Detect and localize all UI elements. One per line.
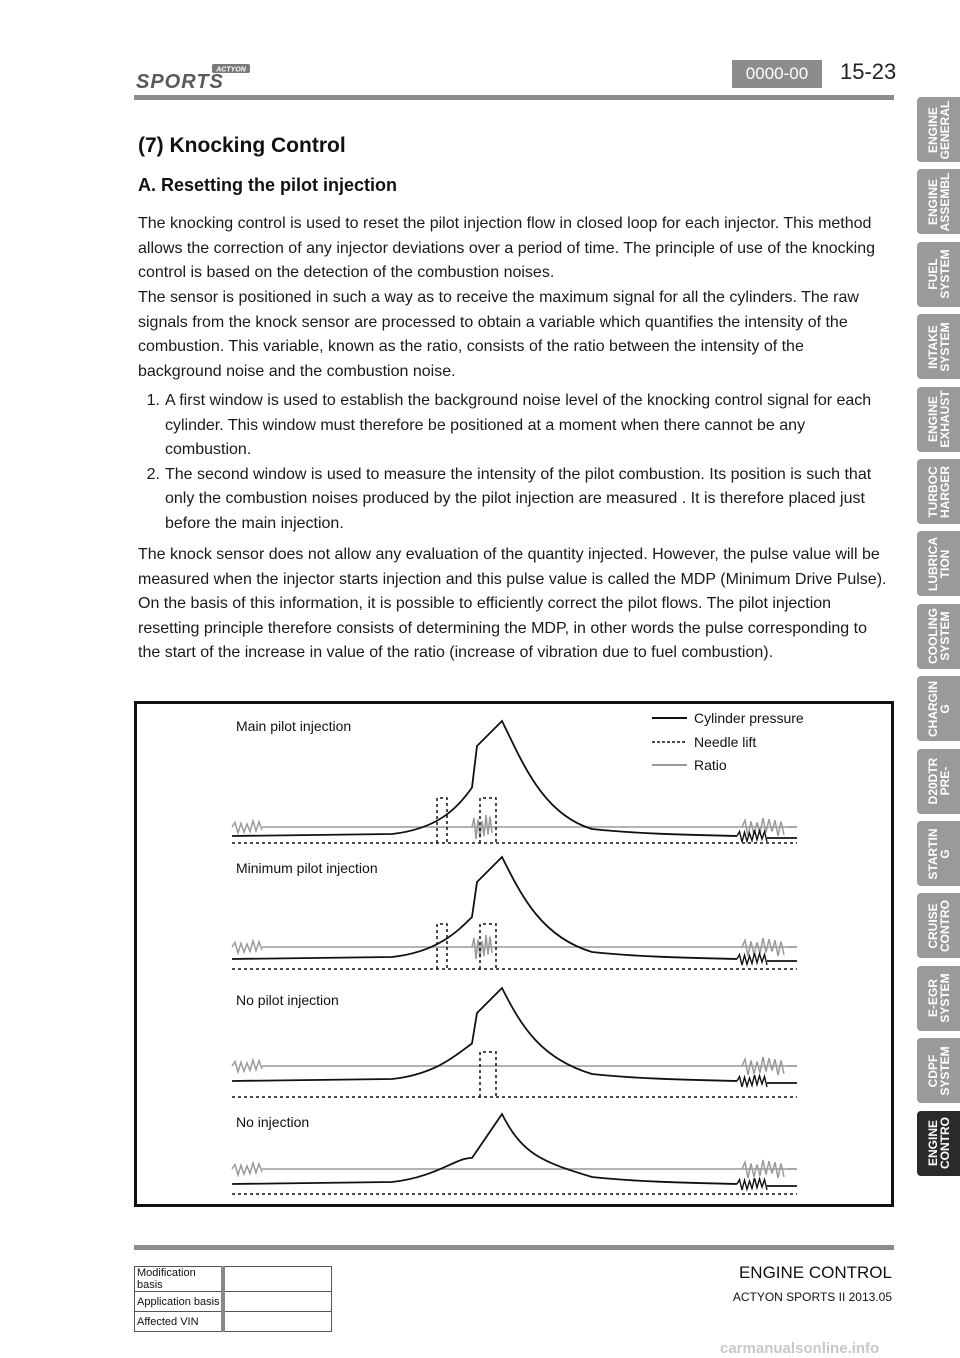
needle-main-pulse bbox=[480, 798, 496, 843]
row-value bbox=[223, 1267, 332, 1292]
list-item bbox=[138, 389, 888, 463]
ratio-noise-start bbox=[232, 1163, 262, 1175]
chapter-tab-label: TURBOC HARGER bbox=[925, 465, 952, 518]
table-row bbox=[135, 1292, 332, 1312]
row-value bbox=[223, 1312, 332, 1332]
chapter-tab-label: CRUISE CONTRO bbox=[925, 899, 952, 952]
panel-label-main-pilot: Main pilot injection bbox=[236, 718, 352, 734]
panel-label-minimum-pilot: Minimum pilot injection bbox=[236, 860, 378, 876]
chapter-tab[interactable] bbox=[917, 314, 960, 379]
actyon-sports-logo bbox=[134, 62, 252, 92]
chapter-tab[interactable] bbox=[917, 387, 960, 452]
chapter-tab[interactable] bbox=[917, 966, 960, 1031]
ratio-noise-start bbox=[232, 941, 262, 953]
chapter-tab[interactable] bbox=[917, 459, 960, 524]
chapter-tab-label: D20DTR PRE- bbox=[925, 757, 952, 805]
chapter-tab[interactable] bbox=[917, 676, 960, 741]
logo-top-text: ACTYON bbox=[216, 66, 246, 74]
ratio-noise-start bbox=[232, 1060, 262, 1072]
chapter-tab[interactable] bbox=[917, 821, 960, 886]
table-row bbox=[135, 1312, 332, 1332]
footer-chapter-title: ENGINE CONTROL bbox=[738, 1263, 892, 1282]
pressure-noise-end bbox=[737, 1178, 767, 1190]
list-text: The second window is used to measure the intensity of the pilot combustion. Its position is such that only the combustion noises produced by the pilot injection are measured . It is therefore placed just before the main injection. bbox=[165, 465, 872, 532]
ratio-pilot-burst bbox=[472, 815, 492, 839]
logo-main-text: SPORTS bbox=[136, 71, 224, 92]
footer-divider bbox=[134, 1245, 894, 1250]
chapter-tab[interactable] bbox=[917, 242, 960, 307]
subsection-title: A. Resetting the pilot injection bbox=[138, 175, 398, 195]
chapter-tab[interactable] bbox=[917, 1111, 960, 1176]
ratio-noise-start bbox=[232, 821, 262, 833]
chapter-tab[interactable] bbox=[917, 97, 960, 162]
legend-ratio-label: Ratio bbox=[694, 757, 727, 773]
row-label: Application basis bbox=[135, 1292, 224, 1312]
pressure-noise-end bbox=[737, 830, 767, 842]
chapter-tab-label: ENGINE ASSEMBL bbox=[925, 172, 952, 232]
panel-label-no-injection: No injection bbox=[236, 1114, 310, 1130]
chapter-tab[interactable] bbox=[917, 1038, 960, 1103]
row-label: Modification basis bbox=[135, 1267, 224, 1292]
ratio-pilot-burst bbox=[472, 935, 492, 959]
chapter-tab-label: E-EGR SYSTEM bbox=[925, 973, 952, 1023]
chapter-tab[interactable] bbox=[917, 169, 960, 234]
section-code-badge: 0000-00 bbox=[732, 60, 822, 88]
legend bbox=[652, 710, 804, 773]
watermark: carmanualsonline.info bbox=[720, 1340, 880, 1357]
paragraph-mdp: The knock sensor does not allow any evaluation of the quantity injected. However, the pulse value will be measured when the injector starts injection and this pulse value is called the MDP (Minimum Drive Pulse). On the basis of this information, it is possible to efficiently correct the pilot flows. The pilot injection resetting principle therefore consists of determining the MDP, in other words the pulse corresponding to the start of the increase in value of the ratio (increase of vibration due to fuel combustion). bbox=[138, 546, 887, 661]
knock-signal-figure bbox=[134, 701, 894, 1207]
chapter-tab-label: INTAKE SYSTEM bbox=[925, 322, 952, 372]
section-title: (7) Knocking Control bbox=[138, 134, 346, 157]
chapter-tab-label: LUBRICA TION bbox=[925, 536, 952, 591]
row-value bbox=[223, 1292, 332, 1312]
list-text: A first window is used to establish the background noise level of the knocking control signal for each cylinder. This window must therefore be positioned at a moment when there cannot be any combustion. bbox=[165, 392, 872, 458]
chapter-tab-label: FUEL SYSTEM bbox=[925, 249, 952, 299]
chapter-tab[interactable] bbox=[917, 893, 960, 958]
paragraph-sensor: The sensor is positioned in such a way as to receive the maximum signal for all the cylinders. The raw signals from the knock sensor are processed to obtain a variable which quantifies the intensity of the combustion. This variable, known as the ratio, consists of the ratio between the intensity of the background noise and the combustion noise. bbox=[138, 289, 859, 380]
chapter-tab-label: CDPF SYSTEM bbox=[925, 1046, 952, 1096]
page-number: 15-23 bbox=[840, 59, 897, 84]
chapter-tab[interactable] bbox=[917, 531, 960, 596]
list-number: 1. bbox=[146, 392, 160, 409]
paragraph-intro: The knocking control is used to reset the pilot injection flow in closed loop for each injector. This method allows the correction of any injector deviations over a period of time. The principle of use of the knocking control is based on the detection of the combustion noises. bbox=[138, 215, 875, 281]
chapter-tab-label: ENGINE EXHAUST bbox=[925, 390, 952, 448]
chapter-tab[interactable] bbox=[917, 604, 960, 669]
pressure-noise-end bbox=[737, 1075, 767, 1087]
chapter-tab-label: ENGINE CONTRO bbox=[925, 1117, 952, 1170]
trace-plots bbox=[232, 721, 797, 1194]
list-number: 2. bbox=[146, 465, 160, 483]
table-row bbox=[135, 1267, 332, 1292]
chapter-tab-label: CHARGIN G bbox=[925, 680, 952, 737]
needle-main-pulse bbox=[480, 1052, 496, 1097]
window-list bbox=[138, 389, 888, 536]
cylinder-pressure-trace bbox=[232, 721, 737, 836]
pressure-noise-end bbox=[737, 953, 767, 965]
footer-model-edition: ACTYON SPORTS II 2013.05 bbox=[732, 1290, 892, 1304]
header-divider bbox=[134, 95, 894, 100]
legend-needle-label: Needle lift bbox=[694, 734, 757, 750]
chapter-tab-label: ENGINE GENERAL bbox=[925, 100, 952, 159]
row-label: Affected VIN bbox=[135, 1312, 224, 1332]
legend-pressure-label: Cylinder pressure bbox=[694, 710, 804, 726]
list-item bbox=[138, 463, 888, 537]
revision-table bbox=[134, 1266, 332, 1332]
chapter-tab-label: STARTIN G bbox=[925, 827, 952, 880]
chapter-tab[interactable] bbox=[917, 749, 960, 814]
panel-label-no-pilot: No pilot injection bbox=[236, 992, 339, 1008]
chapter-tab-label: COOLING SYSTEM bbox=[925, 608, 952, 665]
knock-signal-diagram bbox=[137, 704, 891, 1204]
